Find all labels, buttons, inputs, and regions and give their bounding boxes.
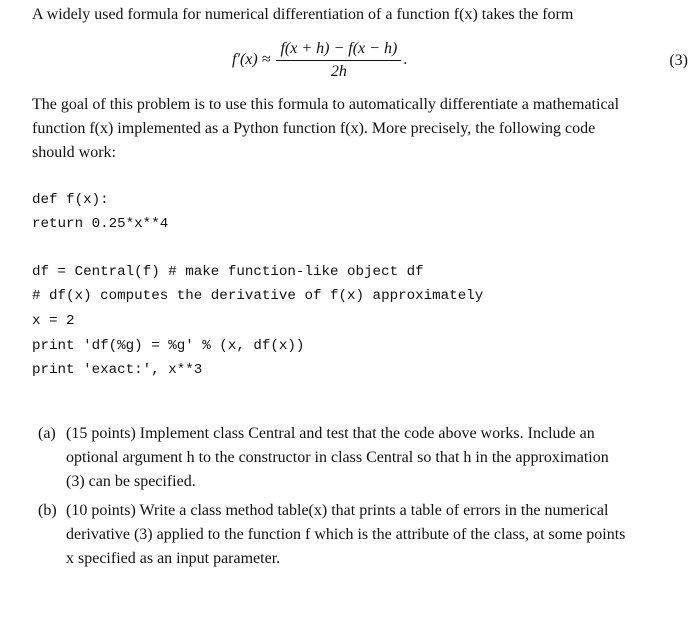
goal-line-2: function f(x) implemented as a Python function f(x). More precisely, the following code [32, 120, 596, 137]
code-line: print 'exact:', x**3 [32, 362, 203, 378]
equation-number: (3) [669, 52, 688, 69]
code-line: df = Central(f) # make function-like object df [32, 264, 424, 280]
code-line: # df(x) computes the derivative of f(x) approximately [32, 288, 484, 304]
formula-fraction [276, 40, 401, 81]
code-line: print 'df(%g) = %g' % (x, df(x)) [32, 338, 305, 354]
formula-denominator: 2h [330, 63, 347, 80]
goal-line-3: should work: [32, 144, 116, 161]
part-a-line-3: (3) can be specified. [66, 473, 196, 490]
formula-numerator: f(x + h) − f(x − h) [276, 40, 401, 61]
part-a-label: (a) [38, 425, 56, 442]
part-b-line-3: x specified as an input parameter. [66, 550, 281, 567]
intro-text: A widely used formula for numerical differentiation of a function f(x) takes the form [32, 6, 574, 23]
formula-period: . [403, 51, 408, 69]
part-b-line-2: derivative (3) applied to the function f which is the attribute of the class, at some points [66, 526, 626, 543]
part-a-line-2: optional argument h to the constructor in class Central so that h in the approximation [66, 449, 609, 466]
formula-lhs: f′(x) ≈ [232, 51, 271, 69]
part-b-line-1: (10 points) Write a class method table(x) that prints a table of errors in the numerical [66, 502, 609, 519]
code-line: return 0.25*x**4 [32, 216, 169, 232]
code-line: x = 2 [32, 313, 75, 329]
part-b-label: (b) [38, 502, 57, 519]
derivative-formula [232, 40, 407, 84]
goal-line-1: The goal of this problem is to use this formula to automatically differentiate a mathematical [32, 96, 620, 113]
code-line: def f(x): [32, 192, 109, 208]
part-a-line-1: (15 points) Implement class Central and test that the code above works. Include an [66, 425, 595, 442]
